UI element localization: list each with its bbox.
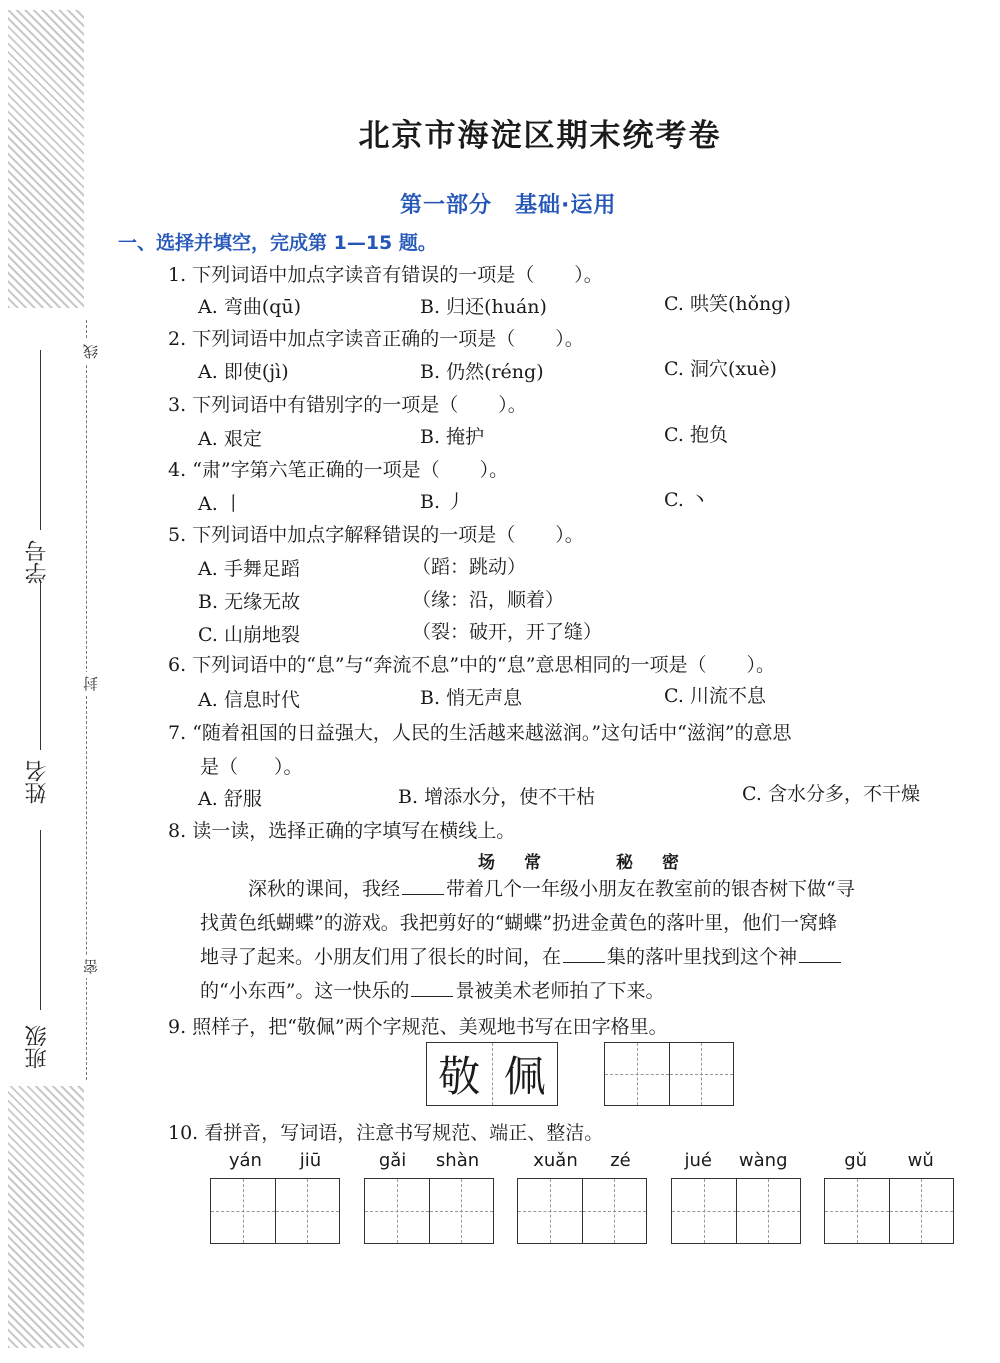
q8-blank-3[interactable] xyxy=(799,946,841,963)
student-id-field[interactable] xyxy=(40,350,41,530)
q1-option-b[interactable]: B. 归还(huán) xyxy=(420,296,547,318)
class-label: 班级 xyxy=(25,1025,50,1069)
q1-option-a[interactable]: A. 弯曲(qū) xyxy=(198,296,302,318)
student-id-label: 学号 xyxy=(25,540,50,584)
pinyin-syllable: zé xyxy=(610,1150,631,1171)
q2-option-c[interactable]: C. 洞穴(xuè) xyxy=(664,358,777,380)
seal-mark-feng: 封 xyxy=(80,672,101,695)
question-7: 7. “随着祖国的日益强大，人民的生活越来越滋润。”这句话中“滋润”的意思 xyxy=(168,722,792,744)
page-title: 北京市海淀区期末统考卷 xyxy=(358,118,722,154)
pinyin-syllable: jué xyxy=(684,1150,712,1171)
seal-mark-mi: 密 xyxy=(80,955,101,978)
q4-option-a[interactable]: A. 丨 xyxy=(198,493,243,515)
q5-option-c[interactable]: C. 山崩地裂 xyxy=(198,624,300,646)
q1-option-c[interactable]: C. 哄笑(hǒng) xyxy=(664,293,791,315)
class-field[interactable] xyxy=(40,830,41,1010)
tianzige-cell[interactable] xyxy=(670,1043,734,1105)
q3-option-c[interactable]: C. 抱负 xyxy=(664,424,728,446)
pinyin-syllable: xuǎn xyxy=(533,1150,578,1171)
question-8: 8. 读一读，选择正确的字填写在横线上。 xyxy=(168,820,516,842)
writing-grid[interactable] xyxy=(824,1178,954,1244)
question-3: 3. 下列词语中有错别字的一项是（ ）。 xyxy=(168,394,527,416)
q5-option-b[interactable]: B. 无缘无故 xyxy=(198,591,301,613)
pinyin-group-1 xyxy=(210,1150,340,1244)
question-2: 2. 下列词语中加点字读音正确的一项是（ ）。 xyxy=(168,328,584,350)
q5-option-a-explain: （蹈：跳动） xyxy=(412,556,527,578)
pinyin-group-4 xyxy=(671,1150,801,1244)
q6-option-a[interactable]: A. 信息时代 xyxy=(198,689,300,711)
writing-grid[interactable] xyxy=(364,1178,494,1244)
pinyin-syllable: gǔ xyxy=(844,1150,868,1171)
q8-blank-1[interactable] xyxy=(402,878,444,895)
seal-mark-xian: 线 xyxy=(80,340,101,363)
q8-char-choices: 场 常 秘 密 xyxy=(478,853,685,873)
pinyin-syllable: yán xyxy=(228,1150,262,1171)
q3-option-b[interactable]: B. 掩护 xyxy=(420,426,485,448)
q6-option-c[interactable]: C. 川流不息 xyxy=(664,685,766,707)
writing-grid[interactable] xyxy=(671,1178,801,1244)
q2-option-a[interactable]: A. 即使(jì) xyxy=(198,361,289,383)
q3-option-a[interactable]: A. 艰定 xyxy=(198,428,262,450)
q7-option-b[interactable]: B. 增添水分，使不干枯 xyxy=(398,786,596,808)
q8-blank-2[interactable] xyxy=(563,946,605,963)
question-10: 10. 看拼音，写词语，注意书写规范、端正、整洁。 xyxy=(168,1122,604,1144)
question-9: 9. 照样子，把“敬佩”两个字规范、美观地书写在田字格里。 xyxy=(168,1016,668,1038)
pinyin-syllable: wàng xyxy=(738,1150,788,1171)
pinyin-syllable: gǎi xyxy=(378,1150,407,1171)
sample-char-jing: 敬 xyxy=(427,1043,493,1105)
q4-option-b[interactable]: B. 丿 xyxy=(420,491,466,513)
pinyin-group-3 xyxy=(517,1150,647,1244)
q5-option-a[interactable]: A. 手舞足蹈 xyxy=(198,558,300,580)
pinyin-syllable: jiū xyxy=(299,1150,322,1171)
student-name-label: 姓名 xyxy=(25,760,50,804)
q8-paragraph: 深秋的课间，我经 带着几个一年级小朋友在教室前的银杏树下做“寻 找黄色纸蝴蝶”的游戏。我把剪好的“蝴蝶”扔进金黄色的落叶里，他们一窝蜂 地寻了起来。小朋友们用了很长的时间，在 集的落叶里找到这个神 的“小东西”。这一快乐的 景被美术老师拍了下来。 xyxy=(200,878,855,1002)
q4-option-c[interactable]: C. 丶 xyxy=(664,489,709,511)
question-7-line2: 是（ ）。 xyxy=(200,756,303,778)
question-1: 1. 下列词语中加点字读音有错误的一项是（ ）。 xyxy=(168,264,603,286)
q5-option-b-explain: （缘：沿，顺着） xyxy=(412,589,565,611)
part-heading: 第一部分 基础·运用 xyxy=(400,193,617,218)
section-heading: 一、选择并填空，完成第 1—15 题。 xyxy=(118,232,437,254)
pinyin-group-5 xyxy=(824,1150,954,1244)
q7-option-a[interactable]: A. 舒服 xyxy=(198,788,262,810)
writing-grid[interactable] xyxy=(210,1178,340,1244)
hatch-pattern-bottom xyxy=(8,1086,84,1348)
question-5: 5. 下列词语中加点字解释错误的一项是（ ）。 xyxy=(168,524,584,546)
q2-option-b[interactable]: B. 仍然(réng) xyxy=(420,361,544,383)
pinyin-syllable: shàn xyxy=(435,1150,480,1171)
writing-grid[interactable] xyxy=(517,1178,647,1244)
pinyin-group-2 xyxy=(364,1150,494,1244)
q7-option-c[interactable]: C. 含水分多，不干燥 xyxy=(742,783,920,805)
hatch-pattern-top xyxy=(8,10,84,308)
q6-option-b[interactable]: B. 悄无声息 xyxy=(420,687,523,709)
question-4: 4. “肃”字第六笔正确的一项是（ ）。 xyxy=(168,459,509,481)
question-6: 6. 下列词语中的“息”与“奔流不息”中的“息”意思相同的一项是（ ）。 xyxy=(168,654,775,676)
tianzige-cell[interactable] xyxy=(605,1043,670,1105)
student-name-field[interactable] xyxy=(40,580,41,750)
q9-sample-grid xyxy=(426,1042,558,1106)
pinyin-syllable: wǔ xyxy=(907,1150,934,1171)
q9-writing-grid[interactable] xyxy=(604,1042,734,1106)
q8-blank-4[interactable] xyxy=(411,980,453,997)
binding-margin xyxy=(0,0,100,1363)
q5-option-c-explain: （裂：破开，开了缝） xyxy=(412,621,603,643)
sample-char-pei: 佩 xyxy=(503,1052,546,1101)
